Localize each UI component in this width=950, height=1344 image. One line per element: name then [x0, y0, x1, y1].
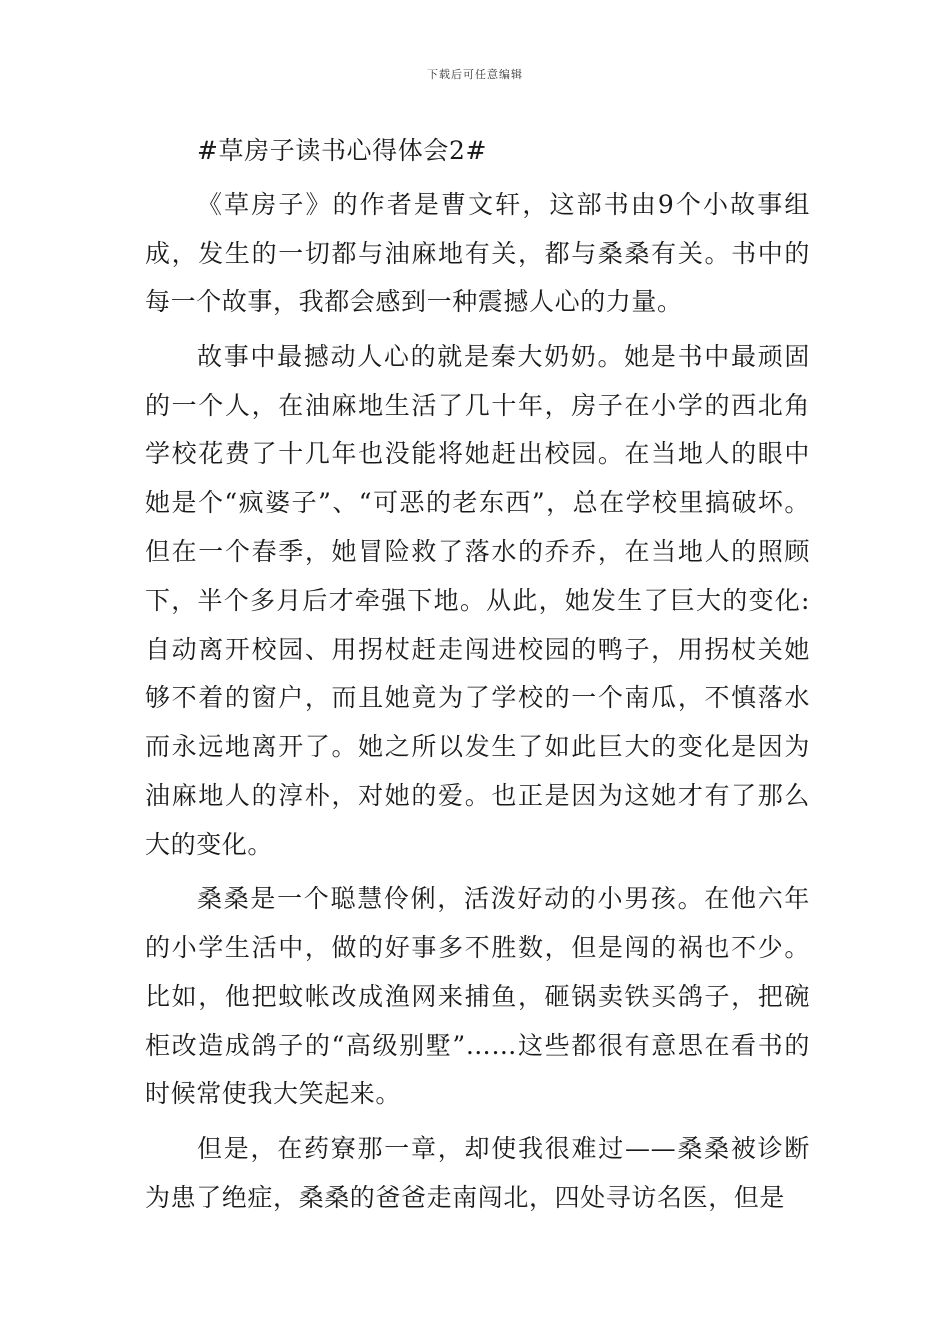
paragraph-3: 桑桑是一个聪慧伶俐，活泼好动的小男孩。在他六年的小学生活中，做的好事多不胜数，但是闯的祸也不少。比如，他把蚊帐改成渔网来捕鱼，砸锅卖铁买鸽子，把碗柜改造成鸽子的“高级别墅”……这些都很有意思在看书的时候常使我大笑起来。	[145, 884, 810, 1109]
paragraph-2: 故事中最撼动人心的就是秦大奶奶。她是书中最顽固的一个人，在油麻地生活了几十年，房子在小学的西北角学校花费了十几年也没能将她赶出校园。在当地人的眼中她是个“疯婆子”、“可恶的老东西”，总在学校里搞破坏。但在一个春季，她冒险救了落水的乔乔，在当地人的照顾下，半个多月后才牵强下地。从此，她发生了巨大的变化:自动离开校园、用拐杖赶走闯进校园的鸭子，用拐杖关她够不着的窗户，而且她竟为了学校的一个南瓜，不慎落水而永远地离开了。她之所以发生了如此巨大的变化是因为油麻地人的淳朴，对她的爱。也正是因为这她才有了那么大的变化。	[145, 341, 810, 859]
paragraph-1: 《草房子》的作者是曹文轩，这部书由9个小故事组成，发生的一切都与油麻地有关，都与桑桑有关。书中的每一个故事，我都会感到一种震撼人心的力量。	[145, 189, 810, 317]
document-body	[145, 127, 810, 1228]
header-note: 下载后可任意编辑	[427, 68, 523, 81]
document-title: #草房子读书心得体会2#	[197, 136, 488, 165]
paragraph-4: 但是，在药寮那一章，却使我很难过——桑桑被诊断为患了绝症，桑桑的爸爸走南闯北，四处寻访名医，但是	[145, 1133, 810, 1212]
